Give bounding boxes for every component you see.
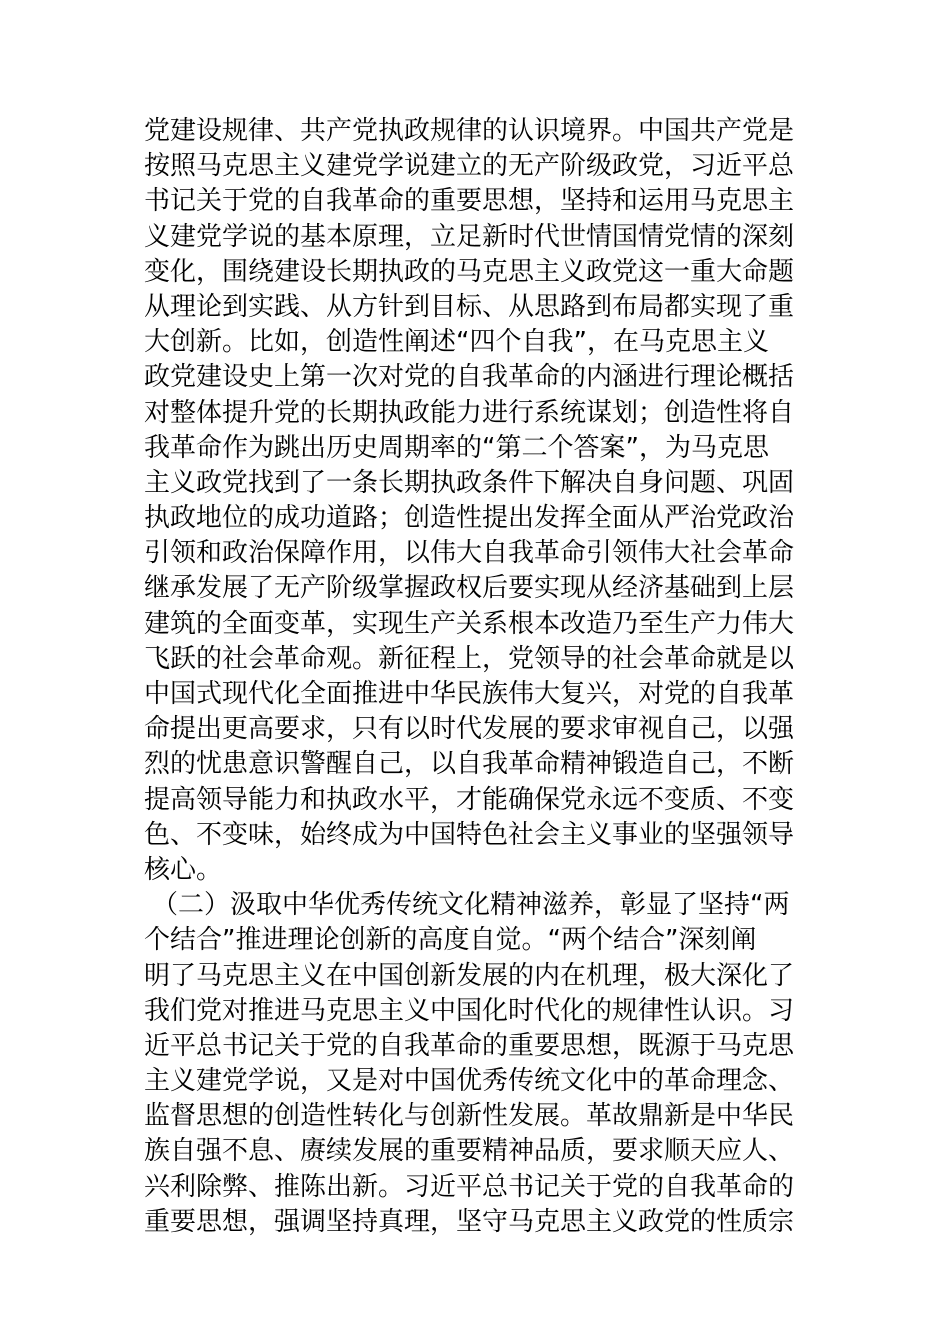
text-line: 监督思想的创造性转化与创新性发展。革故鼎新是中华民: [144, 1101, 795, 1132]
text-line: 重要思想，强调坚持真理，坚守马克思主义政党的性质宗: [144, 1206, 795, 1237]
text-line: 从理论到实践、从方针到目标、从思路到布局都实现了重: [144, 291, 795, 322]
text-line: 我革命作为跳出历史周期率的“第二个答案”，为马克思: [144, 432, 769, 463]
body-text: [144, 114, 810, 1240]
text-line: 党建设规律、共产党执政规律的认识境界。中国共产党是: [144, 116, 795, 146]
text-line: 政党建设史上第一次对党的自我革命的内涵进行理论概括: [144, 362, 795, 393]
text-line: 提高领导能力和执政水平，才能确保党永远不变质、不变: [144, 784, 795, 815]
text-line: 中国式现代化全面推进中华民族伟大复兴，对党的自我革: [144, 679, 795, 709]
text-line: 明了马克思主义在中国创新发展的内在机理，极大深化了: [144, 960, 795, 991]
text-line: 色、不变味，始终成为中国特色社会主义事业的坚强领导: [144, 819, 795, 850]
text-line: 族自强不息、赓续发展的重要精神品质，要求顺天应人、: [144, 1136, 795, 1167]
text-line: 变化，围绕建设长期执政的马克思主义政党这一重大命题: [144, 256, 795, 287]
text-line: 主义政党找到了一条长期执政条件下解决自身问题、巩固: [144, 467, 795, 498]
text-line: 近平总书记关于党的自我革命的重要思想，既源于马克思: [144, 1030, 795, 1061]
text-line: 继承发展了无产阶级掌握政权后要实现从经济基础到上层: [144, 573, 795, 604]
text-line: 我们党对推进马克思主义中国化时代化的规律性认识。习: [144, 995, 795, 1026]
text-line: 建筑的全面变革，实现生产关系根本改造乃至生产力伟大: [144, 608, 795, 639]
text-line: 对整体提升党的长期执政能力进行系统谋划；创造性将自: [144, 397, 795, 428]
text-line: 飞跃的社会革命观。新征程上，党领导的社会革命就是以: [144, 643, 795, 674]
text-line: 义建党学说的基本原理，立足新时代世情国情党情的深刻: [144, 221, 795, 252]
text-line: 个结合”推进理论创新的高度自觉。“两个结合”深刻阐: [144, 925, 757, 956]
text-line: 执政地位的成功道路；创造性提出发挥全面从严治党政治: [144, 503, 795, 534]
text-line: 大创新。比如，创造性阐述“四个自我”，在马克思主义: [144, 327, 769, 358]
text-line: 核心。: [144, 854, 223, 885]
section-heading-line: （二）汲取中华优秀传统文化精神滋养，彰显了坚持“两: [152, 890, 790, 921]
text-line: 主义建党学说，又是对中国优秀传统文化中的革命理念、: [144, 1066, 795, 1097]
text-line: 引领和政治保障作用，以伟大自我革命引领伟大社会革命: [144, 538, 795, 569]
text-line: 命提出更高要求，只有以时代发展的要求审视自己，以强: [144, 714, 795, 745]
text-line: 按照马克思主义建党学说建立的无产阶级政党，习近平总: [144, 151, 795, 182]
text-line: 兴利除弊、推陈出新。习近平总书记关于党的自我革命的: [144, 1171, 795, 1202]
text-line: 书记关于党的自我革命的重要思想，坚持和运用马克思主: [144, 186, 795, 217]
text-line: 烈的忧患意识警醒自己，以自我革命精神锻造自己，不断: [144, 749, 795, 780]
